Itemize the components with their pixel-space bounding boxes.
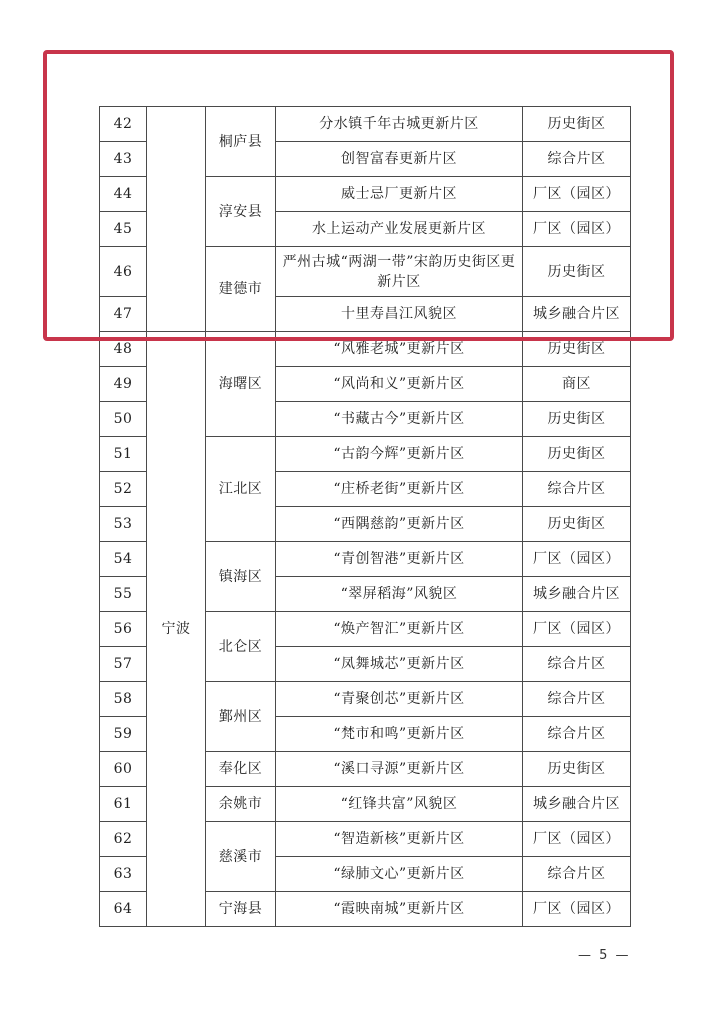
county-cell: 北仑区 xyxy=(206,612,276,682)
page-number: — 5 — xyxy=(578,948,631,963)
area-type: 厂区（园区） xyxy=(523,212,631,247)
area-name: “庄桥老街”更新片区 xyxy=(276,472,523,507)
area-type: 综合片区 xyxy=(523,472,631,507)
area-type: 综合片区 xyxy=(523,682,631,717)
area-name: “青创智港”更新片区 xyxy=(276,542,523,577)
area-name: 创智富春更新片区 xyxy=(276,142,523,177)
county-cell: 建德市 xyxy=(206,247,276,332)
row-number: 43 xyxy=(100,142,147,177)
row-number: 42 xyxy=(100,107,147,142)
area-type: 历史街区 xyxy=(523,507,631,542)
row-number: 53 xyxy=(100,507,147,542)
area-name: “翠屏稻海”风貌区 xyxy=(276,577,523,612)
area-type: 厂区（园区） xyxy=(523,612,631,647)
area-name: 分水镇千年古城更新片区 xyxy=(276,107,523,142)
row-number: 58 xyxy=(100,682,147,717)
county-cell: 桐庐县 xyxy=(206,107,276,177)
county-cell: 镇海区 xyxy=(206,542,276,612)
county-cell: 淳安县 xyxy=(206,177,276,247)
row-number: 61 xyxy=(100,787,147,822)
highlight-box xyxy=(43,50,674,341)
area-name: “霞映南城”更新片区 xyxy=(276,892,523,927)
row-number: 51 xyxy=(100,437,147,472)
row-number: 46 xyxy=(100,247,147,297)
row-number: 63 xyxy=(100,857,147,892)
county-cell: 海曙区 xyxy=(206,332,276,437)
row-number: 57 xyxy=(100,647,147,682)
area-type: 综合片区 xyxy=(523,857,631,892)
row-number: 59 xyxy=(100,717,147,752)
area-name: “风雅老城”更新片区 xyxy=(276,332,523,367)
row-number: 64 xyxy=(100,892,147,927)
row-number: 44 xyxy=(100,177,147,212)
row-number: 56 xyxy=(100,612,147,647)
area-name: “红锋共富”风貌区 xyxy=(276,787,523,822)
area-type: 商区 xyxy=(523,367,631,402)
area-name: “书藏古今”更新片区 xyxy=(276,402,523,437)
area-name: 水上运动产业发展更新片区 xyxy=(276,212,523,247)
area-name: “溪口寻源”更新片区 xyxy=(276,752,523,787)
row-number: 54 xyxy=(100,542,147,577)
row-number: 55 xyxy=(100,577,147,612)
area-type: 城乡融合片区 xyxy=(523,297,631,332)
area-name: “西隅慈韵”更新片区 xyxy=(276,507,523,542)
area-type: 城乡融合片区 xyxy=(523,787,631,822)
area-name: 十里寿昌江风貌区 xyxy=(276,297,523,332)
area-name: “古韵今辉”更新片区 xyxy=(276,437,523,472)
area-type: 厂区（园区） xyxy=(523,177,631,212)
area-type: 历史街区 xyxy=(523,752,631,787)
row-number: 52 xyxy=(100,472,147,507)
area-name: “智造新核”更新片区 xyxy=(276,822,523,857)
area-type: 历史街区 xyxy=(523,107,631,142)
area-type: 历史街区 xyxy=(523,247,631,297)
row-number: 62 xyxy=(100,822,147,857)
city-cell: 宁波 xyxy=(147,332,206,927)
county-cell: 慈溪市 xyxy=(206,822,276,892)
area-name: “梵市和鸣”更新片区 xyxy=(276,717,523,752)
area-type: 综合片区 xyxy=(523,717,631,752)
area-type: 城乡融合片区 xyxy=(523,577,631,612)
county-cell: 奉化区 xyxy=(206,752,276,787)
row-number: 60 xyxy=(100,752,147,787)
area-name: “凤舞城芯”更新片区 xyxy=(276,647,523,682)
row-number: 45 xyxy=(100,212,147,247)
area-type: 历史街区 xyxy=(523,402,631,437)
area-type: 历史街区 xyxy=(523,332,631,367)
area-name: “焕产智汇”更新片区 xyxy=(276,612,523,647)
row-number: 48 xyxy=(100,332,147,367)
area-type: 厂区（园区） xyxy=(523,542,631,577)
area-name: “绿肺文心”更新片区 xyxy=(276,857,523,892)
county-cell: 余姚市 xyxy=(206,787,276,822)
county-cell: 宁海县 xyxy=(206,892,276,927)
row-number: 49 xyxy=(100,367,147,402)
area-type: 历史街区 xyxy=(523,437,631,472)
area-type: 综合片区 xyxy=(523,142,631,177)
county-cell: 江北区 xyxy=(206,437,276,542)
county-cell: 鄞州区 xyxy=(206,682,276,752)
area-type: 厂区（园区） xyxy=(523,822,631,857)
area-name: “青聚创芯”更新片区 xyxy=(276,682,523,717)
area-name: “风尚和义”更新片区 xyxy=(276,367,523,402)
area-name: 威士忌厂更新片区 xyxy=(276,177,523,212)
area-name: 严州古城“两湖一带”宋韵历史街区更新片区 xyxy=(276,247,523,297)
area-type: 综合片区 xyxy=(523,647,631,682)
row-number: 50 xyxy=(100,402,147,437)
area-type: 厂区（园区） xyxy=(523,892,631,927)
row-number: 47 xyxy=(100,297,147,332)
